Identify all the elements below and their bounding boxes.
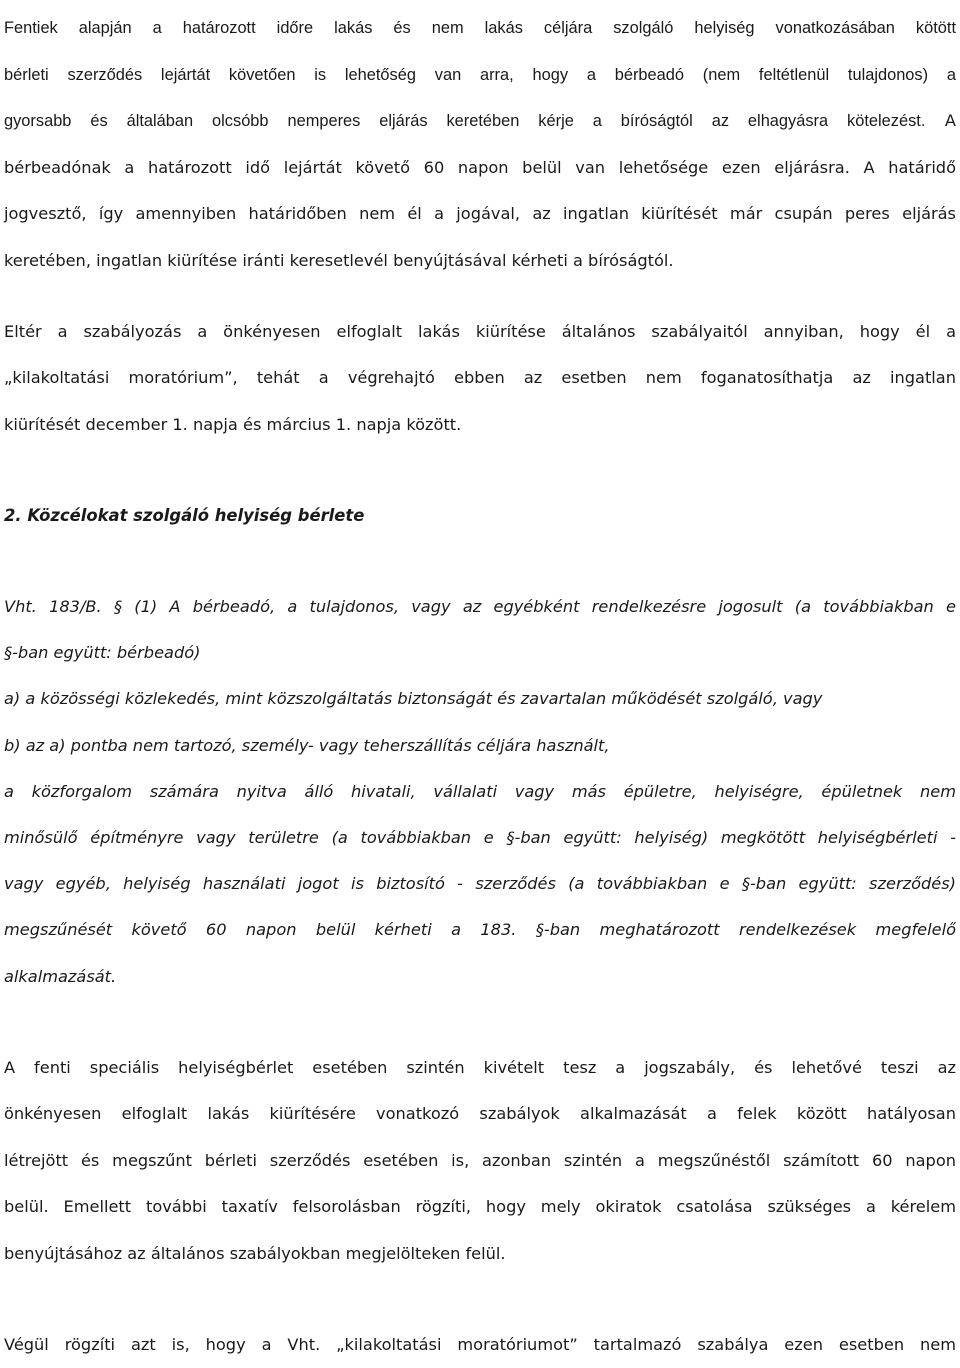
text-line — [4, 98, 956, 145]
legal-line: §-ban együtt: bérbeadó) — [4, 643, 201, 663]
legal-quote — [4, 584, 956, 1000]
legal-line: a) a közösségi közlekedés, mint közszolgáltatás biztonságát és zavartalan működését szolgáló, vagy — [4, 689, 823, 709]
paragraph-eviction-procedure — [4, 5, 956, 285]
paragraph-special-lease — [4, 1045, 956, 1277]
text-line: létrejött és megszűnt bérleti szerződés esetében is, azonban szintén a megszűnéstől számított 60 napon — [4, 1150, 956, 1170]
text-line: Fentiek alapján a határozott időre lakás és nem lakás céljára szolgáló helyiség vonatkozásában kötött — [4, 19, 956, 37]
legal-line: Vht. 183/B. § (1) A bérbeadó, a tulajdonos, vagy az egyébként rendelkezésre jogosult (a továbbiakban e — [4, 597, 956, 616]
text-line: jogvesztő, így amennyiben határidőben nem él a jogával, az ingatlan kiürítését már csupán peres eljárás — [4, 204, 956, 224]
legal-line: minősülő építményre vagy területre (a továbbiakban e §-ban együtt: helyiség) megkötött helyiségbérleti - — [4, 828, 956, 848]
text-line: benyújtásához az általános szabályokban megjelölteken felül. — [4, 1243, 506, 1263]
legal-line: megszűnését követő 60 napon belül kérheti a 183. §-ban meghatározott rendelkezések megfelelő — [4, 920, 956, 940]
legal-line: a közforgalom számára nyitva álló hivatali, vállalati vagy más épületre, helyiségre, épületnek nem — [4, 781, 956, 801]
text-line: bérbeadónak a határozott idő lejártát követő 60 napon belül van lehetősége ezen eljárásra. A határidő — [4, 157, 956, 177]
text-line-part: A — [925, 111, 956, 131]
legal-line: alkalmazását. — [4, 966, 117, 986]
text-line: bérleti szerződés lejártát követően is lehetőség van arra, hogy a bérbeadó (nem feltétlenül tulajdonos) a — [4, 65, 956, 84]
legal-line: vagy egyéb, helyiség használati jogot is biztosító - szerződés (a továbbiakban e §-ban együtt: szerződés) — [4, 874, 956, 894]
text-line: „kilakoltatási moratórium”, tehát a végrehajtó ebben az esetben nem foganatosíthatja az ingatlan — [4, 368, 956, 388]
text-line: kiürítését december 1. napja és március 1. napja között. — [4, 414, 462, 434]
text-line: A fenti speciális helyiségbérlet esetében szintén kivételt tesz a jogszabály, és lehetővé teszi az — [4, 1058, 956, 1077]
legal-line: b) az a) pontba nem tartozó, személy- vagy teherszállítás céljára használt, — [4, 735, 610, 755]
text-line: belül. Emellett további taxatív felsorolásban rögzíti, hogy mely okiratok csatolása szükséges a kérelem — [4, 1197, 956, 1217]
section-heading: 2. Közcélokat szolgáló helyiség bérlete — [4, 506, 365, 525]
text-line: Végül rögzíti azt is, hogy a Vht. „kilakoltatási moratóriumot” tartalmazó szabálya ezen esetben nem — [4, 1335, 956, 1354]
text-line: Eltér a szabályozás a önkényesen elfoglalt lakás kiürítése általános szabályaitól annyiban, hogy él a — [4, 322, 956, 341]
text-line: keretében, ingatlan kiürítése iránti keresetlevél benyújtásával kérheti a bíróságtól. — [4, 250, 674, 270]
paragraph-moratorium — [4, 309, 956, 448]
text-line: önkényesen elfoglalt lakás kiürítésére vonatkozó szabályok alkalmazását a felek között hatályosan — [4, 1104, 956, 1124]
text-line-part: gyorsabb és általában olcsóbb nemperes eljárás keretében kérje a bíróságtól az elhagyásra kötelezést. — [4, 112, 926, 131]
paragraph-final — [4, 1322, 956, 1368]
